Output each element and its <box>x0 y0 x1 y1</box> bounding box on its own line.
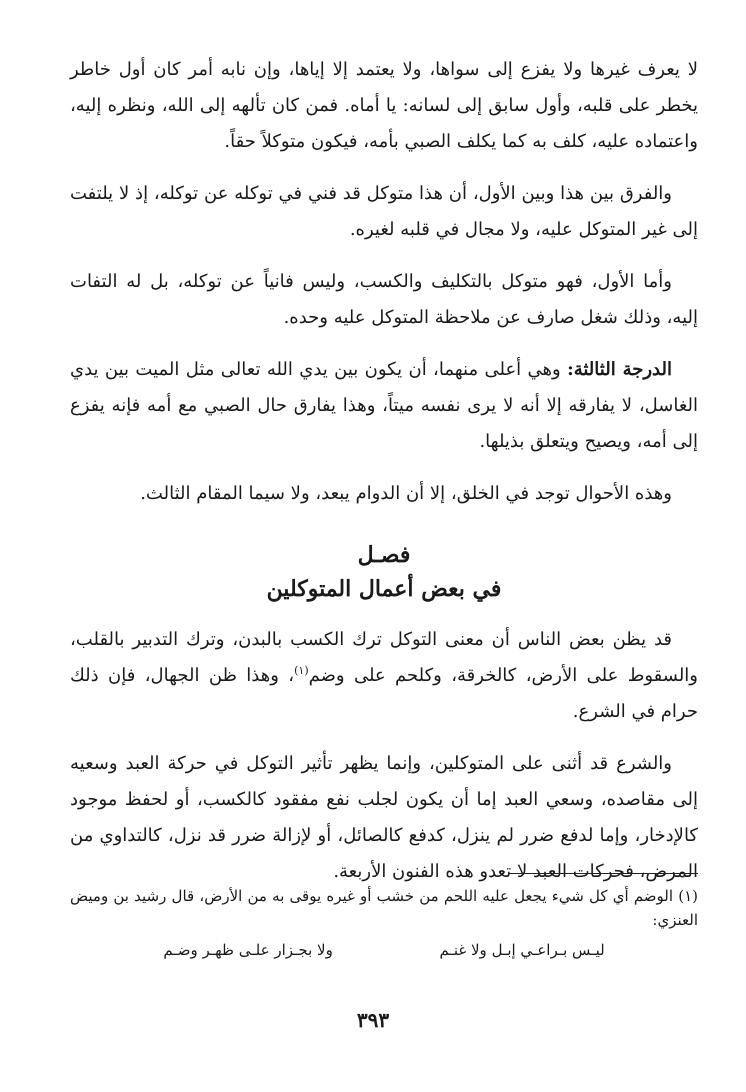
section-title: فصـل <box>357 542 411 568</box>
verse-second-hemistich: ولا بجـزار علـى ظهـر وضـم <box>163 941 333 959</box>
paragraph-5: وهذه الأحوال توجد في الخلق، إلا أن الدوام يبعد، ولا سيما المقام الثالث. <box>140 483 672 504</box>
verse-first-hemistich: ليـس بـراعـي إبـل ولا غنـم <box>439 941 605 959</box>
footnote-verse <box>70 936 698 964</box>
paragraph-4 <box>70 352 698 460</box>
main-text <box>70 52 698 906</box>
third-degree-label: الدرجة الثالثة: <box>567 359 672 380</box>
paragraph-7: والشرع قد أثنى على المتوكلين، وإنما يظهر تأثير التوكل في حركة العبد وسعيه إلى مقاصده، وسعي العبد إما أن يكون لجلب نفع مفقود كالكسب، أو لحفظ موجود كالإدخار، وإما لدفع ضرر لم ينزل، كدفع كالصائل، أو لإزالة ضرر قد نزل، كالتداوي من المرض، فحركات العبد لا تعدو هذه الفنون الأربعة. <box>70 753 698 882</box>
footnote-text: (١) الوضم أي كل شيء يجعل عليه اللحم من خشب أو غيره يوقى به من الأرض، قال رشيد بن وميض العنزي: <box>70 887 698 929</box>
paragraph-3: وأما الأول، فهو متوكل بالتكليف والكسب، وليس فانياً عن توكله، بل له التفات إليه، وذلك شغل صارف عن ملاحظة المتوكل عليه وحده. <box>70 271 698 328</box>
footnote-divider <box>508 873 698 874</box>
paragraph-4-text: وهي أعلى منهما، أن يكون بين يدي الله تعالى مثل الميت بين يدي الغاسل، لا يفارقه إلا أنه لا يرى نفسه ميتاً، وهذا يفارق حال الصبي مع أمه فإنه يفزع إلى أمه، ويصيح ويتعلق بذيلها. <box>70 359 698 452</box>
paragraph-2: والفرق بين هذا وبين الأول، أن هذا متوكل قد فني في توكله عن توكله، إذ لا يلتفت إلى غير المتوكل عليه، ولا مجال في قلبه لغيره. <box>70 183 698 240</box>
paragraph-6-text-b: ، وهذا ظن الجهال، فإن ذلك حرام في الشرع. <box>70 665 698 722</box>
paragraph-1: لا يعرف غيرها ولا يفزع إلى سواها، ولا يعتمد إلا إياها، وإن نابه أمر كان أول خاطر يخطر على قلبه، وأول سابق إلى لسانه: يا أماه. فمن كان تألهه إلى الله، ونظره إليه، واعتماده عليه، كلف به كما يكلف الصبي بأمه، فيكون متوكلاً حقاً. <box>70 59 698 152</box>
page-number: ٣٩٣ <box>356 1008 390 1032</box>
section-subtitle: في بعض أعمال المتوكلين <box>266 576 502 602</box>
paragraph-6-text-a: قد يظن بعض الناس أن معنى التوكل ترك الكسب بالبدن، وترك التدبير بالقلب، والسقوط على الأرض، كالخرقة، وكلحم على وضم <box>70 629 698 686</box>
footnote <box>70 884 698 964</box>
footnote-reference: (١) <box>294 664 309 677</box>
paragraph-6 <box>70 622 698 730</box>
